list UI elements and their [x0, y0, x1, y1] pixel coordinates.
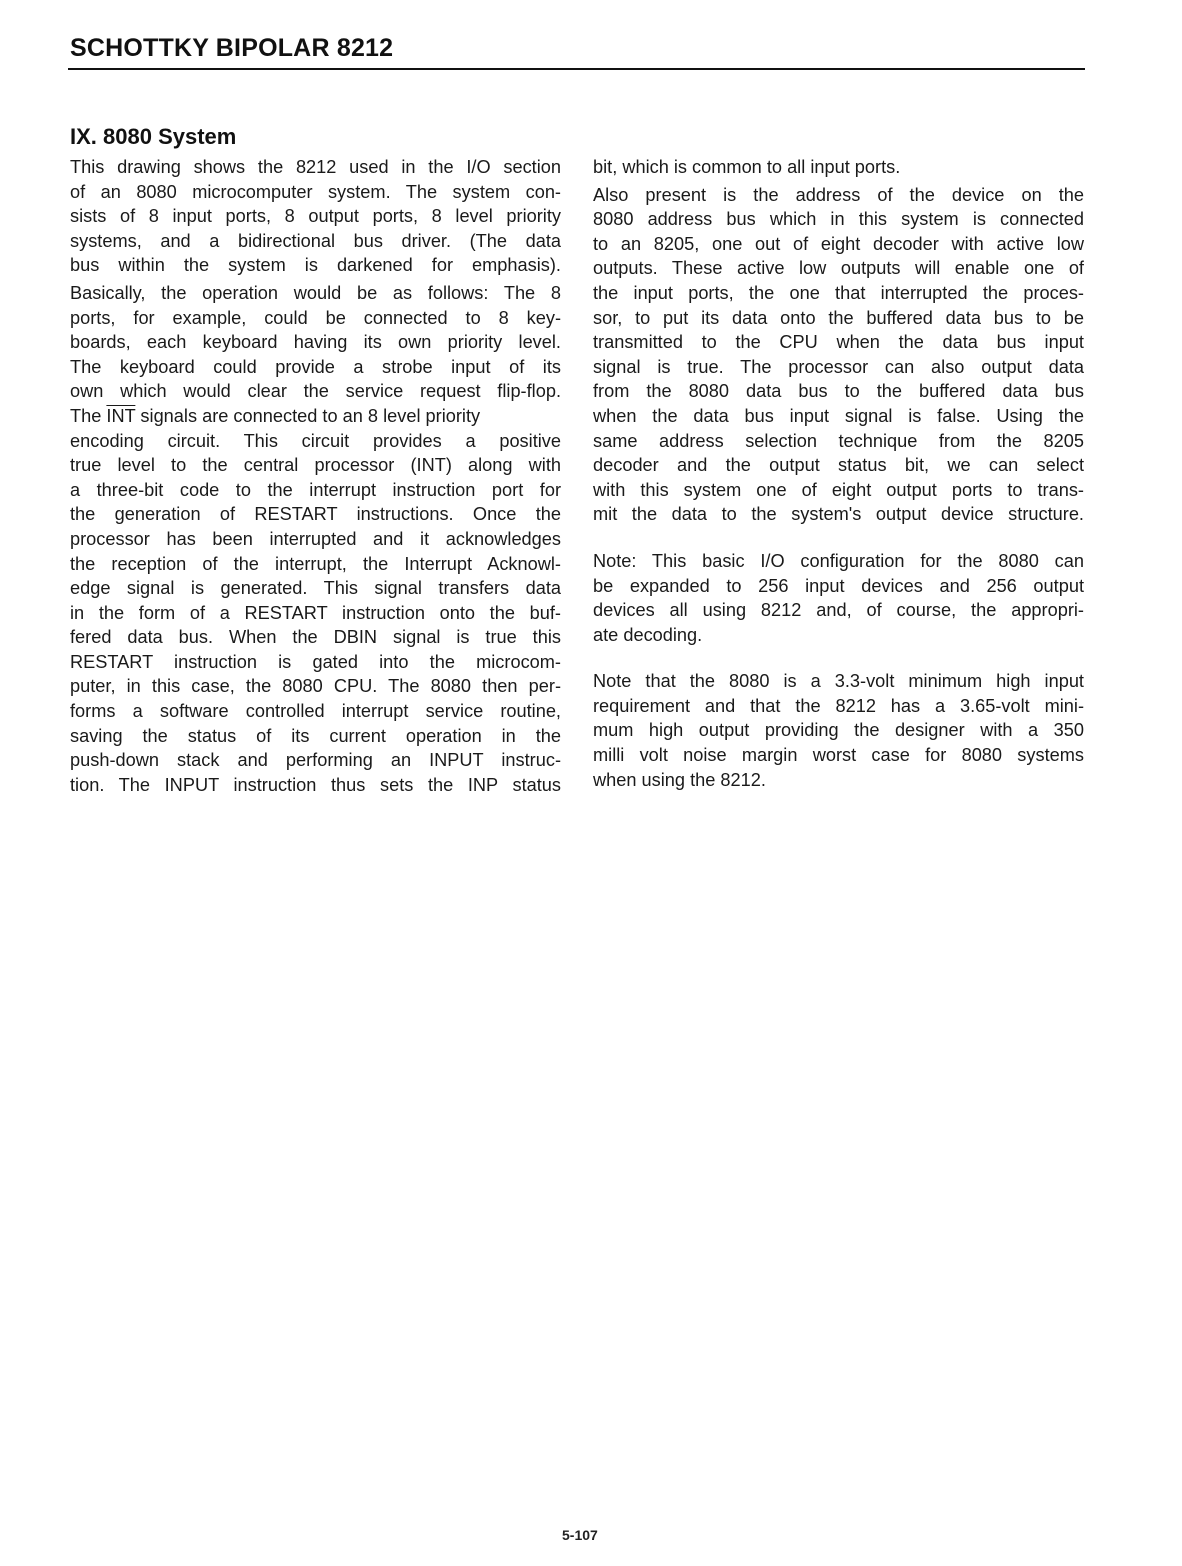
text-line: devices all using 8212 and, of course, the appropri-	[593, 600, 1084, 621]
text-line: edge signal is generated. This signal transfers data	[70, 578, 561, 599]
text-line: Note: This basic I/O configuration for the 8080 can	[593, 550, 1084, 571]
text-line: same address selection technique from the 8205	[593, 430, 1084, 451]
running-head-title: SCHOTTKY BIPOLAR 8212	[70, 34, 394, 62]
text-line: 8080 address bus which in this system is connected	[593, 209, 1084, 230]
text-line: bit, which is common to all input ports.	[593, 157, 901, 177]
text-line: requirement and that the 8212 has a 3.65-volt mini-	[593, 695, 1084, 716]
text-line: transmitted to the CPU when the data bus input	[593, 332, 1084, 353]
page-number: 5-107	[562, 1527, 598, 1543]
text-line: Also present is the address of the device on the	[593, 184, 1084, 205]
text-line: Note that the 8080 is a 3.3-volt minimum high input	[593, 671, 1084, 692]
text-line: the generation of RESTART instructions. Once the	[70, 504, 561, 525]
text-line: ate decoding.	[593, 624, 703, 645]
text-line: fered data bus. When the DBIN signal is true this	[70, 627, 561, 648]
paragraph-continuation	[593, 155, 1084, 180]
text-line: mit the data to the system's output device structure.	[593, 504, 1084, 525]
text-line: true level to the central processor (INT) along with	[70, 455, 561, 476]
text-line: bus within the system is darkened for emphasis).	[70, 255, 561, 276]
text-line: forms a software controlled interrupt service routine,	[70, 701, 561, 722]
paragraph-note-voltage	[593, 669, 1084, 792]
text-line: a three-bit code to the interrupt instruction port for	[70, 479, 561, 500]
text-line: The keyboard could provide a strobe input of its	[70, 356, 561, 377]
text-line: from the 8080 data bus to the buffered data bus	[593, 381, 1084, 402]
header-rule	[68, 68, 1085, 70]
text-line: when using the 8212.	[593, 769, 766, 790]
text-line: boards, each keyboard having its own priority level.	[70, 332, 561, 353]
text-line: Basically, the operation would be as follows: The 8	[70, 282, 561, 303]
text-line: of an 8080 microcomputer system. The system con-	[70, 181, 561, 202]
text-line: decoder and the output status bit, we can select	[593, 455, 1084, 476]
text-line: This drawing shows the 8212 used in the I/O section	[70, 157, 561, 177]
text-line: RESTART instruction is gated into the microcom-	[70, 651, 561, 672]
text-line: sor, to put its data onto the buffered data bus to be	[593, 307, 1084, 328]
paragraph-intro	[70, 155, 561, 278]
text-line: the reception of the interrupt, the Interrupt Acknowl-	[70, 553, 561, 574]
text-line: to an 8205, one out of eight decoder with active low	[593, 233, 1084, 254]
text-line: ports, for example, could be connected to 8 key-	[70, 307, 561, 328]
paragraph-operation	[70, 281, 561, 797]
text-fragment: signals are connected to an 8 level priority	[135, 405, 481, 426]
text-line: processor has been interrupted and it acknowledges	[70, 528, 561, 549]
text-line: with this system one of eight output ports to trans-	[593, 479, 1084, 500]
text-line: the input ports, the one that interrupted the proces-	[593, 282, 1084, 303]
text-line-int	[70, 404, 561, 429]
left-column	[70, 155, 561, 797]
text-line: saving the status of its current operation in the	[70, 725, 561, 746]
text-line: tion. The INPUT instruction thus sets the INP status	[70, 774, 561, 795]
text-line: push-down stack and performing an INPUT instruc-	[70, 750, 561, 771]
int-signal-overbar: $\overline{INT}$	[106, 405, 136, 426]
text-fragment: The	[70, 405, 107, 426]
text-line: mum high output providing the designer with a 350	[593, 720, 1084, 741]
text-line: when the data bus input signal is false. Using the	[593, 405, 1084, 426]
text-line: in the form of a RESTART instruction onto the buf-	[70, 602, 561, 623]
section-title: IX. 8080 System	[70, 124, 237, 149]
text-line: encoding circuit. This circuit provides a positive	[70, 430, 561, 451]
text-line: systems, and a bidirectional bus driver. (The data	[70, 230, 561, 251]
text-line: own which would clear the service request flip-flop.	[70, 381, 561, 402]
text-line: be expanded to 256 input devices and 256 output	[593, 575, 1084, 596]
text-line: signal is true. The processor can also output data	[593, 356, 1084, 377]
text-line: sists of 8 input ports, 8 output ports, 8 level priority	[70, 206, 561, 227]
paragraph-note-expansion	[593, 549, 1084, 647]
paragraph-address	[593, 183, 1084, 527]
text-line: outputs. These active low outputs will enable one of	[593, 258, 1084, 279]
right-column	[593, 155, 1084, 792]
text-line: milli volt noise margin worst case for 8080 systems	[593, 745, 1084, 766]
text-line: puter, in this case, the 8080 CPU. The 8080 then per-	[70, 676, 561, 697]
